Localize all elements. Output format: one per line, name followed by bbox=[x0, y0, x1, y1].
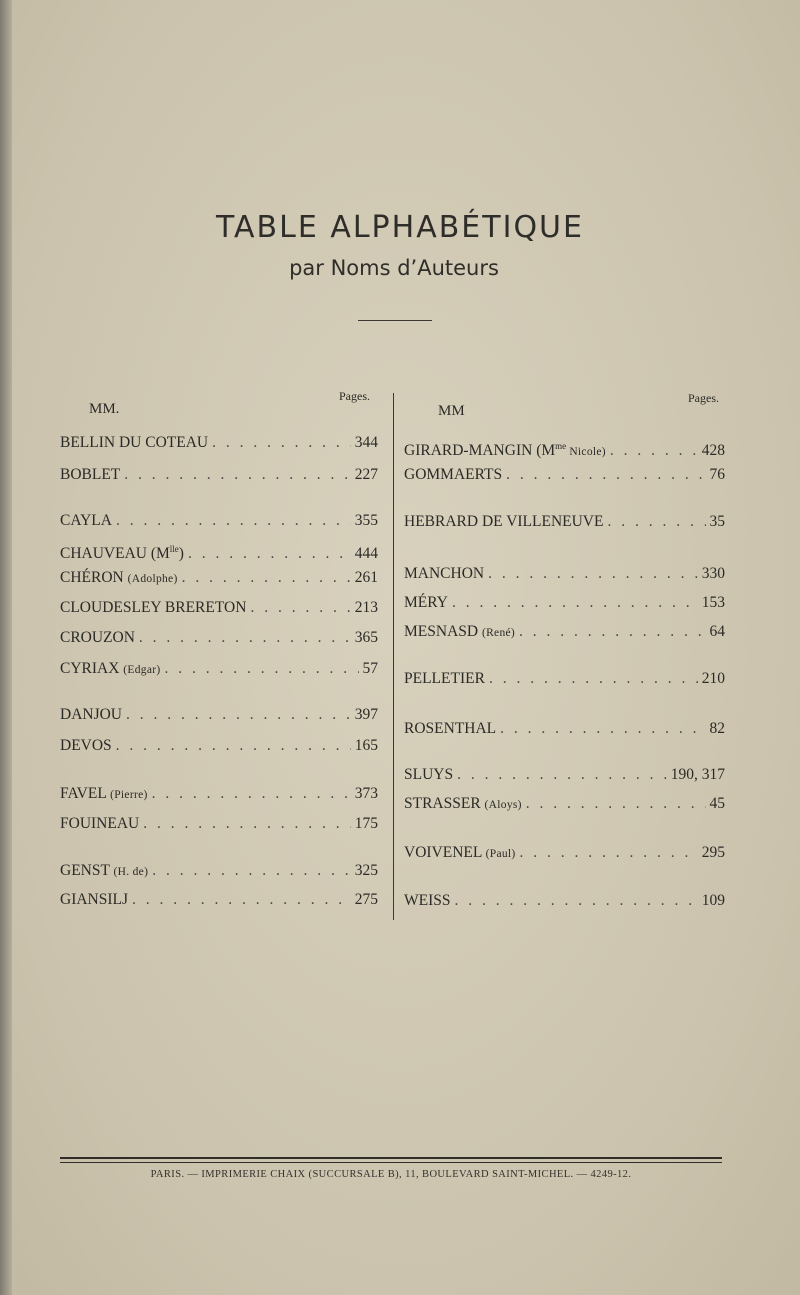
author-name: SLUYS bbox=[404, 766, 454, 783]
author-name: GENST bbox=[60, 862, 110, 879]
index-entry bbox=[60, 433, 378, 453]
page-subtitle: par Noms d’Auteurs bbox=[289, 256, 499, 280]
author-name: CHÉRON bbox=[60, 569, 124, 586]
author-name: HEBRARD DE VILLENEUVE bbox=[404, 513, 604, 530]
index-entry bbox=[60, 598, 378, 618]
author-name: BELLIN DU COTEAU bbox=[60, 434, 209, 451]
index-entry bbox=[404, 669, 725, 689]
author-detail: (Edgar) bbox=[123, 664, 161, 676]
book-spine-edge bbox=[0, 0, 12, 1295]
author-name: CAYLA bbox=[60, 512, 112, 529]
dot-leader bbox=[143, 814, 351, 834]
dot-leader bbox=[489, 669, 698, 689]
dot-leader bbox=[506, 465, 705, 485]
page-number: 355 bbox=[354, 512, 378, 529]
dot-leader bbox=[188, 544, 351, 564]
author-name: MANCHON bbox=[404, 565, 485, 582]
index-entry bbox=[60, 511, 378, 531]
dot-leader bbox=[116, 511, 351, 531]
index-entry bbox=[60, 814, 378, 834]
author-name: WEISS bbox=[404, 892, 451, 909]
dot-leader bbox=[152, 861, 351, 881]
page-number: 210 bbox=[701, 670, 725, 687]
index-entry bbox=[404, 794, 725, 815]
author-name: STRASSER bbox=[404, 795, 481, 812]
dot-leader bbox=[457, 765, 667, 785]
author-detail: (Paul) bbox=[485, 848, 516, 860]
author-name: DANJOU bbox=[60, 706, 122, 723]
index-entry bbox=[60, 890, 378, 910]
dot-leader bbox=[124, 465, 350, 485]
author-name: FAVEL bbox=[60, 785, 107, 802]
index-entry bbox=[404, 891, 725, 911]
index-entry bbox=[60, 628, 378, 648]
author-name: CHAUVEAU bbox=[60, 545, 147, 563]
page-number: 45 bbox=[709, 795, 725, 812]
page-number: 330 bbox=[701, 565, 725, 582]
index-entry bbox=[60, 539, 378, 564]
index-entry bbox=[60, 784, 378, 805]
author-name: FOUINEAU bbox=[60, 815, 140, 832]
page-number: 261 bbox=[354, 569, 378, 586]
index-entry bbox=[404, 512, 725, 532]
dot-leader bbox=[132, 890, 351, 910]
dot-leader bbox=[526, 794, 706, 814]
right-pages-label: Pages. bbox=[688, 391, 719, 405]
author-detail: (Aloys) bbox=[484, 799, 522, 811]
index-entry bbox=[404, 765, 725, 785]
page-number: 325 bbox=[354, 862, 378, 879]
page-number: 64 bbox=[709, 623, 725, 640]
dot-leader bbox=[250, 598, 350, 618]
page-number: 344 bbox=[354, 434, 378, 451]
title-rule bbox=[358, 320, 432, 321]
printer-imprint: PARIS. — IMPRIMERIE CHAIX (SUCCURSALE B), 11, BOULEVARD SAINT-MICHEL. — 4249-12. bbox=[150, 1169, 632, 1180]
page-number: 397 bbox=[354, 706, 378, 723]
author-name: CROUZON bbox=[60, 629, 135, 646]
page-number: 35 bbox=[709, 513, 725, 530]
left-pages-label: Pages. bbox=[339, 389, 370, 403]
footer-rule bbox=[60, 1157, 722, 1159]
page-number: 57 bbox=[362, 660, 378, 677]
dot-leader bbox=[607, 512, 705, 532]
index-entry bbox=[60, 659, 378, 680]
author-name: PELLETIER bbox=[404, 670, 485, 687]
left-mm-label: MM. bbox=[89, 401, 120, 417]
page-number: 82 bbox=[709, 720, 725, 737]
page-title: TABLE ALPHABÉTIQUE bbox=[216, 210, 584, 245]
index-entry bbox=[404, 719, 725, 739]
index-entry bbox=[404, 465, 725, 485]
author-name: ROSENTHAL bbox=[404, 720, 497, 737]
column-divider bbox=[393, 393, 394, 920]
index-entry bbox=[60, 465, 378, 485]
author-name: MESNASD bbox=[404, 623, 479, 640]
author-name: GOMMAERTS bbox=[404, 466, 503, 483]
dot-leader bbox=[139, 628, 351, 648]
dot-leader bbox=[519, 622, 705, 642]
index-entry bbox=[404, 593, 725, 613]
author-name: MÉRY bbox=[404, 594, 448, 611]
index-entry bbox=[60, 736, 378, 756]
page-number: 365 bbox=[354, 629, 378, 646]
dot-leader bbox=[212, 433, 351, 453]
dot-leader bbox=[165, 659, 359, 679]
dot-leader bbox=[500, 719, 705, 739]
author-name: VOIVENEL bbox=[404, 844, 482, 861]
page-number: 76 bbox=[709, 466, 725, 483]
page-number: 444 bbox=[354, 545, 378, 563]
dot-leader bbox=[520, 843, 698, 863]
author-detail: (René) bbox=[481, 627, 516, 639]
index-entry bbox=[60, 705, 378, 725]
page-number: 213 bbox=[354, 599, 378, 616]
page-number: 175 bbox=[354, 815, 378, 832]
author-name: DEVOS bbox=[60, 737, 112, 754]
author-name: BOBLET bbox=[60, 466, 121, 483]
page-number: 275 bbox=[354, 891, 378, 908]
index-entry bbox=[404, 622, 725, 643]
author-detail: ($M^{me}$ Nicole) bbox=[536, 441, 606, 460]
dot-leader bbox=[610, 441, 698, 461]
dot-leader bbox=[116, 736, 351, 756]
dot-leader bbox=[152, 784, 351, 804]
page-number: 295 bbox=[701, 844, 725, 861]
page-number: 165 bbox=[354, 737, 378, 754]
index-entry bbox=[404, 436, 725, 462]
index-entry bbox=[404, 843, 725, 864]
page-number: 153 bbox=[701, 594, 725, 611]
dot-leader bbox=[488, 564, 698, 584]
footer-rule bbox=[60, 1162, 722, 1163]
dot-leader bbox=[182, 568, 351, 588]
index-entry bbox=[60, 861, 378, 882]
page-number: 190, 317 bbox=[670, 766, 725, 783]
dot-leader bbox=[452, 593, 698, 613]
author-name: GIANSILJ bbox=[60, 891, 129, 908]
author-detail: (H. de) bbox=[113, 866, 149, 878]
author-detail: (Pierre) bbox=[110, 789, 148, 801]
author-name: CYRIAX bbox=[60, 660, 120, 677]
right-mm-label: MM bbox=[438, 403, 465, 419]
page-number: 428 bbox=[701, 442, 725, 460]
author-detail: $(M^{lle})$ bbox=[150, 544, 184, 563]
page-number: 109 bbox=[701, 892, 725, 909]
author-name: CLOUDESLEY BRERETON bbox=[60, 599, 247, 616]
author-detail: (Adolphe) bbox=[127, 573, 178, 585]
index-entry bbox=[60, 568, 378, 589]
index-entry bbox=[404, 564, 725, 584]
author-name: GIRARD-MANGIN bbox=[404, 442, 533, 460]
dot-leader bbox=[126, 705, 351, 725]
dot-leader bbox=[455, 891, 698, 911]
page-number: 373 bbox=[354, 785, 378, 802]
page-number: 227 bbox=[354, 466, 378, 483]
